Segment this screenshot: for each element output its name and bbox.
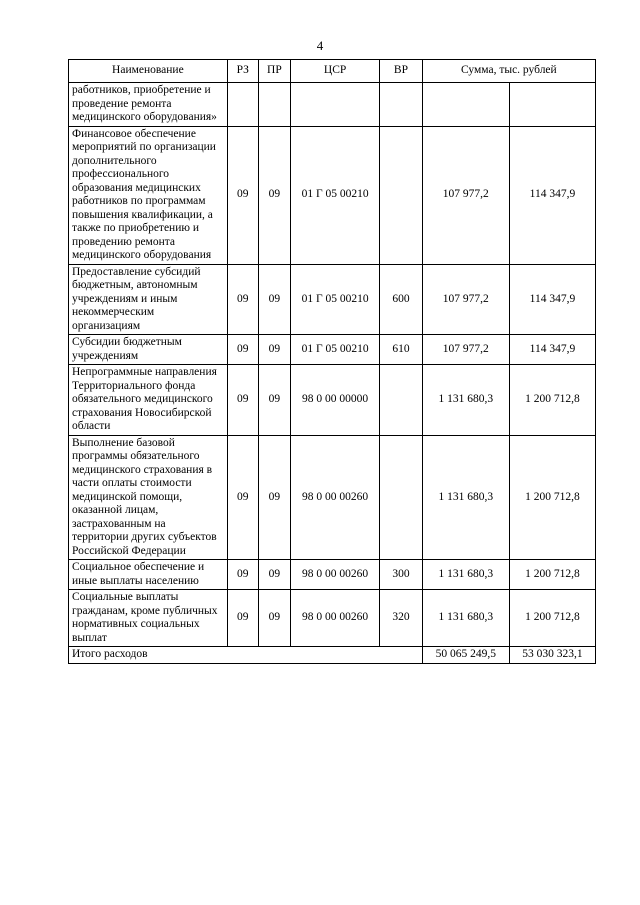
- row-vr: 300: [380, 560, 423, 590]
- row-rz: 09: [227, 560, 258, 590]
- row-sum-2: 114 347,9: [509, 126, 595, 264]
- total-row: [69, 647, 596, 664]
- row-rz: 09: [227, 264, 258, 335]
- row-pr: 09: [258, 590, 290, 647]
- row-sum-1: 1 131 680,3: [422, 560, 509, 590]
- row-sum-1: 107 977,2: [422, 126, 509, 264]
- total-sum-2: 53 030 323,1: [509, 647, 595, 664]
- row-pr: 09: [258, 560, 290, 590]
- row-sum-1: [422, 83, 509, 127]
- row-name: работников, приобретение и проведение ремонта медицинского оборудования»: [69, 83, 228, 127]
- row-sum-2: 1 200 712,8: [509, 365, 595, 436]
- row-sum-1: 107 977,2: [422, 264, 509, 335]
- header-sum: Сумма, тыс. рублей: [422, 60, 595, 83]
- row-sum-1: 1 131 680,3: [422, 365, 509, 436]
- row-name: Социальное обеспечение и иные выплаты населению: [69, 560, 228, 590]
- row-rz: 09: [227, 365, 258, 436]
- row-name: Субсидии бюджетным учреждениям: [69, 335, 228, 365]
- total-label: Итого расходов: [69, 647, 423, 664]
- row-sum-2: 114 347,9: [509, 264, 595, 335]
- row-rz: 09: [227, 590, 258, 647]
- header-vr: ВР: [380, 60, 423, 83]
- table-row: [69, 335, 596, 365]
- row-csr: [290, 83, 379, 127]
- row-name: Финансовое обеспечение мероприятий по организации дополнительного профессионального образования медицинских работников по программам повышения квалификации, а также по приобретению и проведению ремонта медицинского оборудования: [69, 126, 228, 264]
- row-vr: [380, 83, 423, 127]
- row-name: Непрограммные направления Территориального фонда обязательного медицинского страхования Новосибирской области: [69, 365, 228, 436]
- budget-table: [68, 59, 596, 664]
- row-rz: 09: [227, 126, 258, 264]
- row-vr: 610: [380, 335, 423, 365]
- row-rz: [227, 83, 258, 127]
- table-row: [69, 560, 596, 590]
- table-row: [69, 83, 596, 127]
- row-sum-1: 1 131 680,3: [422, 435, 509, 560]
- header-csr: ЦСР: [290, 60, 379, 83]
- table-row: [69, 264, 596, 335]
- row-vr: [380, 126, 423, 264]
- row-pr: 09: [258, 126, 290, 264]
- table-row: [69, 435, 596, 560]
- row-pr: [258, 83, 290, 127]
- header-name: Наименование: [69, 60, 228, 83]
- row-pr: 09: [258, 264, 290, 335]
- row-sum-2: 1 200 712,8: [509, 590, 595, 647]
- total-sum-1: 50 065 249,5: [422, 647, 509, 664]
- row-csr: 01 Г 05 00210: [290, 126, 379, 264]
- row-sum-2: 114 347,9: [509, 335, 595, 365]
- row-csr: 98 0 00 00000: [290, 365, 379, 436]
- row-vr: 600: [380, 264, 423, 335]
- row-rz: 09: [227, 435, 258, 560]
- row-pr: 09: [258, 365, 290, 436]
- row-pr: 09: [258, 335, 290, 365]
- row-vr: [380, 365, 423, 436]
- row-rz: 09: [227, 335, 258, 365]
- row-vr: [380, 435, 423, 560]
- row-pr: 09: [258, 435, 290, 560]
- row-sum-2: 1 200 712,8: [509, 560, 595, 590]
- row-sum-1: 1 131 680,3: [422, 590, 509, 647]
- row-sum-2: [509, 83, 595, 127]
- page-number: 4: [316, 38, 324, 53]
- row-csr: 01 Г 05 00210: [290, 264, 379, 335]
- row-sum-1: 107 977,2: [422, 335, 509, 365]
- row-name: Социальные выплаты гражданам, кроме публичных нормативных социальных выплат: [69, 590, 228, 647]
- row-vr: 320: [380, 590, 423, 647]
- table-header-row: [69, 60, 596, 83]
- table-row: [69, 126, 596, 264]
- table-row: [69, 590, 596, 647]
- row-sum-2: 1 200 712,8: [509, 435, 595, 560]
- row-csr: 98 0 00 00260: [290, 435, 379, 560]
- row-csr: 01 Г 05 00210: [290, 335, 379, 365]
- row-csr: 98 0 00 00260: [290, 560, 379, 590]
- row-name: Предоставление субсидий бюджетным, автономным учреждениям и иным некоммерческим организациям: [69, 264, 228, 335]
- header-rz: РЗ: [227, 60, 258, 83]
- table-row: [69, 365, 596, 436]
- row-name: Выполнение базовой программы обязательного медицинского страхования в части оплаты стоимости медицинской помощи, оказанной лицам, застрахованным на территории других субъектов Российской Федерации: [69, 435, 228, 560]
- row-csr: 98 0 00 00260: [290, 590, 379, 647]
- header-pr: ПР: [258, 60, 290, 83]
